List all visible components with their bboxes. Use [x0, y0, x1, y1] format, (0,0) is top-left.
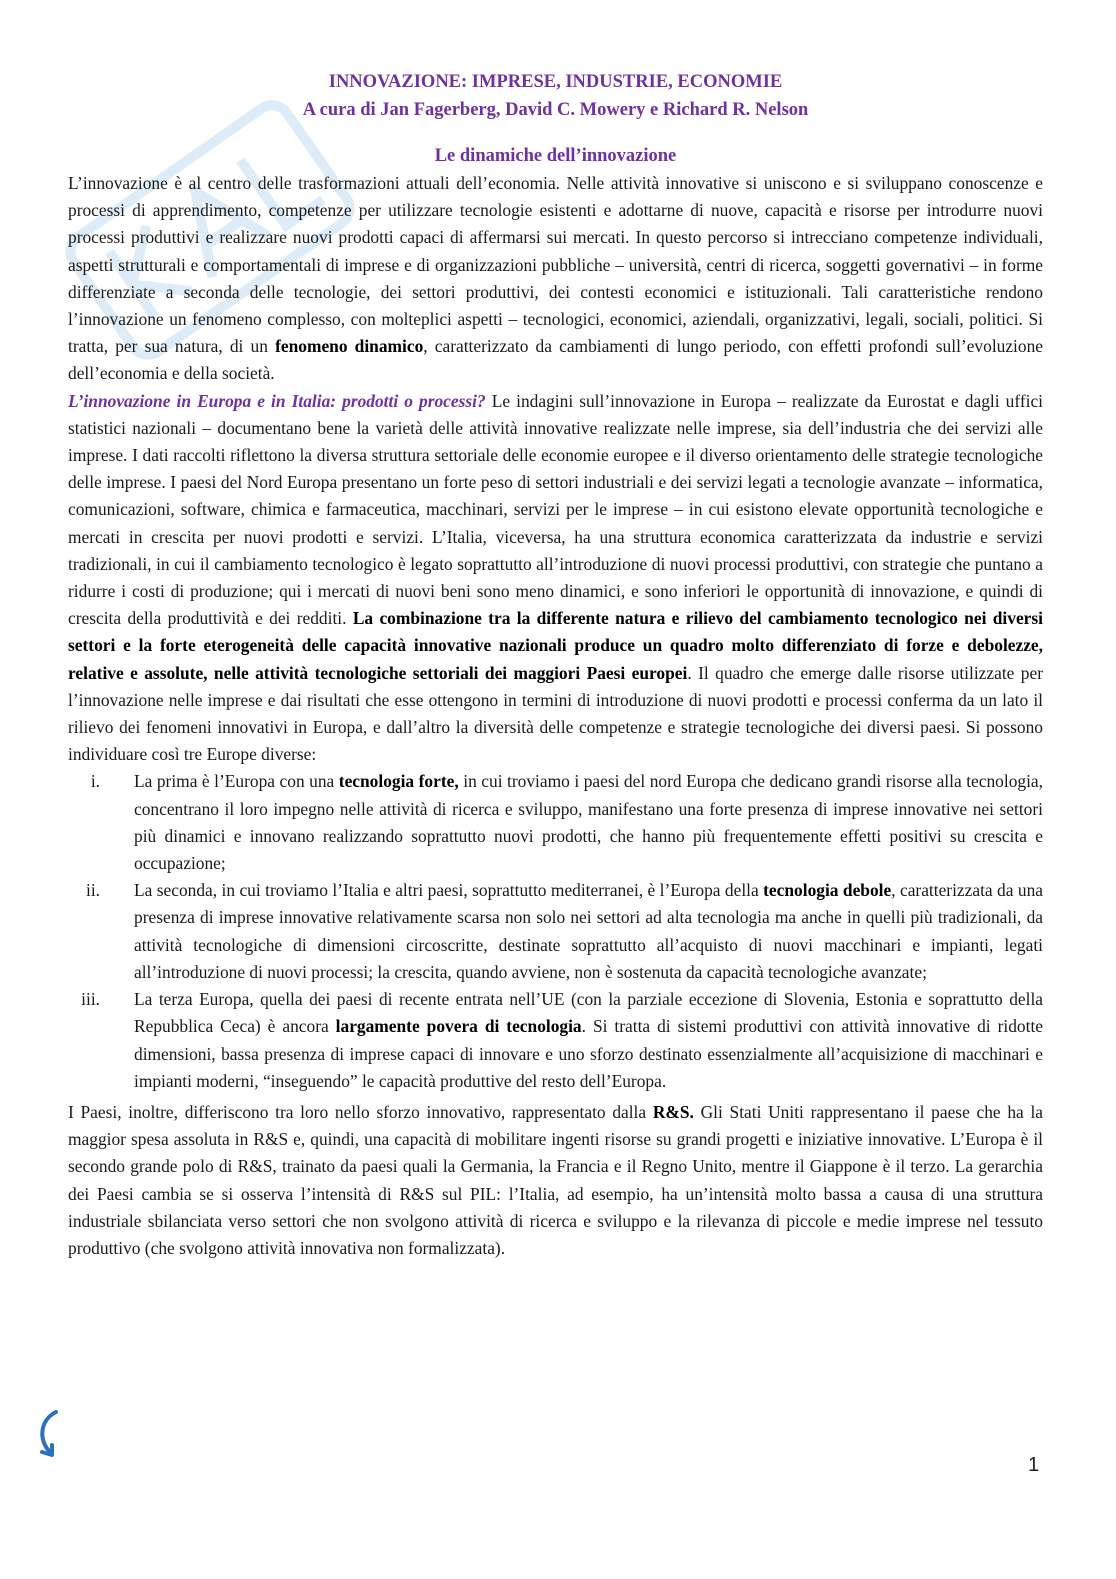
bold-phrase: La combinazione tra la differente natura e rilievo del cambiamento tecnologico nei diversi settori e la forte eterogeneità delle capacità innovative nazionali produce un quadro molto differenziato di forze e debolezze, relative e assolute, nelle attività tecnologiche settoriali dei maggiori Paesi europei: [68, 608, 1043, 683]
title-line-2: A cura di Jan Fagerberg, David C. Mowery e Richard R. Nelson: [302, 100, 809, 120]
list-text: , caratterizzata da una presenza di imprese innovative relativamente scarsa non solo nei settori ad alta tecnologia ma anche in quelli più tradizionali, da attività tecnologiche di dimensioni circoscritte, destinate soprattutto all’acquisto di nuovi macchinari e impianti, legati all’introduzione di nuovi processi; la crescita, quando avviene, non è sostenuta da capacità tecnologiche avanzate;: [134, 880, 1043, 982]
list-text: in cui troviamo i paesi del nord Europa che dedicano grandi risorse alla tecnologia, concentrano il loro impegno nelle attività di ricerca e sviluppo, manifestano una forte presenza di imprese innovative nei settori più dinamici e innovano realizzando soprattutto nuovi prodotti, che hanno più frequentemente effetti positivi su crescita e occupazione;: [134, 771, 1043, 874]
curved-arrow-icon[interactable]: [34, 1408, 64, 1460]
document-title: [68, 68, 1043, 124]
paragraph-lead: L’innovazione in Europa e in Italia: prodotti o processi?: [68, 390, 486, 411]
list-number: iii.: [81, 989, 100, 1010]
list-number: i.: [90, 771, 100, 792]
paragraph-text: Gli Stati Uniti rappresentano il paese che ha la maggior spesa assoluta in R&S e, quindi, una capacità di mobilitare ingenti risorse su grandi progetti e iniziative innovative. L’Europa è il secondo grande polo di R&S, trainato da paesi quali la Germania, la Francia e il Regno Unito, mentre il Giappone è il terzo. La gerarchia dei Paesi cambia se si osserva l’intensità di R&S sul PIL: l’Italia, ad esempio, ha un’intensità molto bassa a causa di una struttura industriale sbilanciata verso settori che non svolgono attività di ricerca e sviluppo e la rilevanza di piccole e medie imprese nel tessuto produttivo (che svolgono attività innovativa non formalizzata).: [68, 1101, 1043, 1258]
bold-phrase: tecnologia debole: [763, 880, 892, 901]
section-title: Le dinamiche dell’innovazione: [434, 146, 677, 166]
paragraph-text: I Paesi, inoltre, differiscono tra loro nello sforzo innovativo, rappresentato dalla: [68, 1101, 653, 1122]
page-number: 1: [1028, 1454, 1040, 1476]
paragraph-text: Le indagini sull’innovazione in Europa – realizzate da Eurostat e dagli uffici statistici nazionali – documentano bene la varietà delle attività innovative realizzate nelle imprese, sia dell’industria che dei servizi alle imprese. I dati raccolti riflettono la diversa struttura settoriale delle economie europee e il diverso orientamento delle strategie tecnologiche delle imprese. I paesi del Nord Europa presentano un forte peso di settori industriali e dei servizi legati a tecnologie avanzate – informatica, comunicazioni, software, chimica e farmaceutica, macchinari, servizi per le imprese – in cui esistono elevate opportunità tecnologiche e mercati in crescita per nuovi prodotti e servizi. L’Italia, viceversa, ha una struttura economica caratterizzata da industrie e servizi tradizionali, in cui il cambiamento tecnologico è legato soprattutto all’introduzione di nuovi processi produttivi, con strategie che puntano a ridurre i costi di produzione; qui i mercati di nuovi beni sono meno dinamici, e sono inferiori le opportunità di innovazione, e quindi di crescita della produttività e dei redditi.: [68, 390, 1043, 629]
paragraph-text: . Il quadro che emerge dalle risorse utilizzate per l’innovazione nelle imprese e dai risultati che esse ottengono in termini di introduzione di nuovi prodotti e processi conferma da un lato il rilievo dei fenomeni innovativi in Europa, e dall’altro la diversità delle competenze e strategie tecnologiche dei diversi paesi. Si possono individuare così tre Europe diverse:: [68, 662, 1043, 765]
title-line-1: INNOVAZIONE: IMPRESE, INDUSTRIE, ECONOMIE: [328, 72, 783, 92]
bold-phrase: R&S.: [652, 1101, 694, 1122]
paragraph-text: , caratterizzato da cambiamenti di lungo periodo, con effetti profondi sull’evoluzione dell’economia e della società.: [68, 336, 1044, 384]
document-page: [68, 68, 1043, 1262]
paragraph-rs: [68, 1099, 1043, 1262]
list-item: [68, 768, 1043, 877]
bold-phrase: tecnologia forte,: [338, 771, 459, 792]
three-europes-list: [68, 768, 1043, 1094]
list-text: . Si tratta di sistemi produttivi con attività innovative di ridotte dimensioni, bassa presenza di imprese capaci di innovare e uno sforzo destinato essenzialmente all’acquisizione di macchinari e impianti moderni, “inseguendo” le capacità produttive del resto dell’Europa.: [134, 1016, 1043, 1091]
paragraph-europe-italy: [68, 388, 1043, 769]
list-item: [68, 986, 1043, 1095]
list-text: La seconda, in cui troviamo l’Italia e altri paesi, soprattutto mediterranei, è l’Europa della: [134, 880, 764, 901]
bold-phrase: largamente povera di tecnologia: [335, 1016, 582, 1037]
list-text: La terza Europa, quella dei paesi di recente entrata nell’UE (con la parziale eccezione di Slovenia, Estonia e soprattutto della Repubblica Ceca) è ancora: [134, 989, 1043, 1037]
list-number: ii.: [85, 880, 100, 901]
paragraph-text: L’innovazione è al centro delle trasformazioni attuali dell’economia. Nelle attività innovative si uniscono e si sviluppano conoscenze e processi di apprendimento, competenze per utilizzare tecnologie esistenti e adottarne di nuove, capacità e risorse per introdurre nuovi processi produttivi e realizzare nuovi prodotti capaci di affermarsi sui mercati. In questo percorso si intrecciano competenze individuali, aspetti strutturali e comportamentali di imprese e di organizzazioni pubbliche – università, centri di ricerca, soggetti governativi – in forme differenziate a seconda delle tecnologie, dei settori produttivi, dei contesti economici e istituzionali. Tali caratteristiche rendono l’innovazione un fenomeno complesso, con molteplici aspetti – tecnologici, economici, aziendali, organizzativi, legali, sociali, politici. Si tratta, per sua natura, di un: [68, 173, 1043, 357]
bold-phrase: fenomeno dinamico: [275, 336, 424, 357]
list-text: La prima è l’Europa con una: [134, 771, 339, 792]
list-item: [68, 877, 1043, 986]
paragraph-intro: [68, 170, 1043, 388]
